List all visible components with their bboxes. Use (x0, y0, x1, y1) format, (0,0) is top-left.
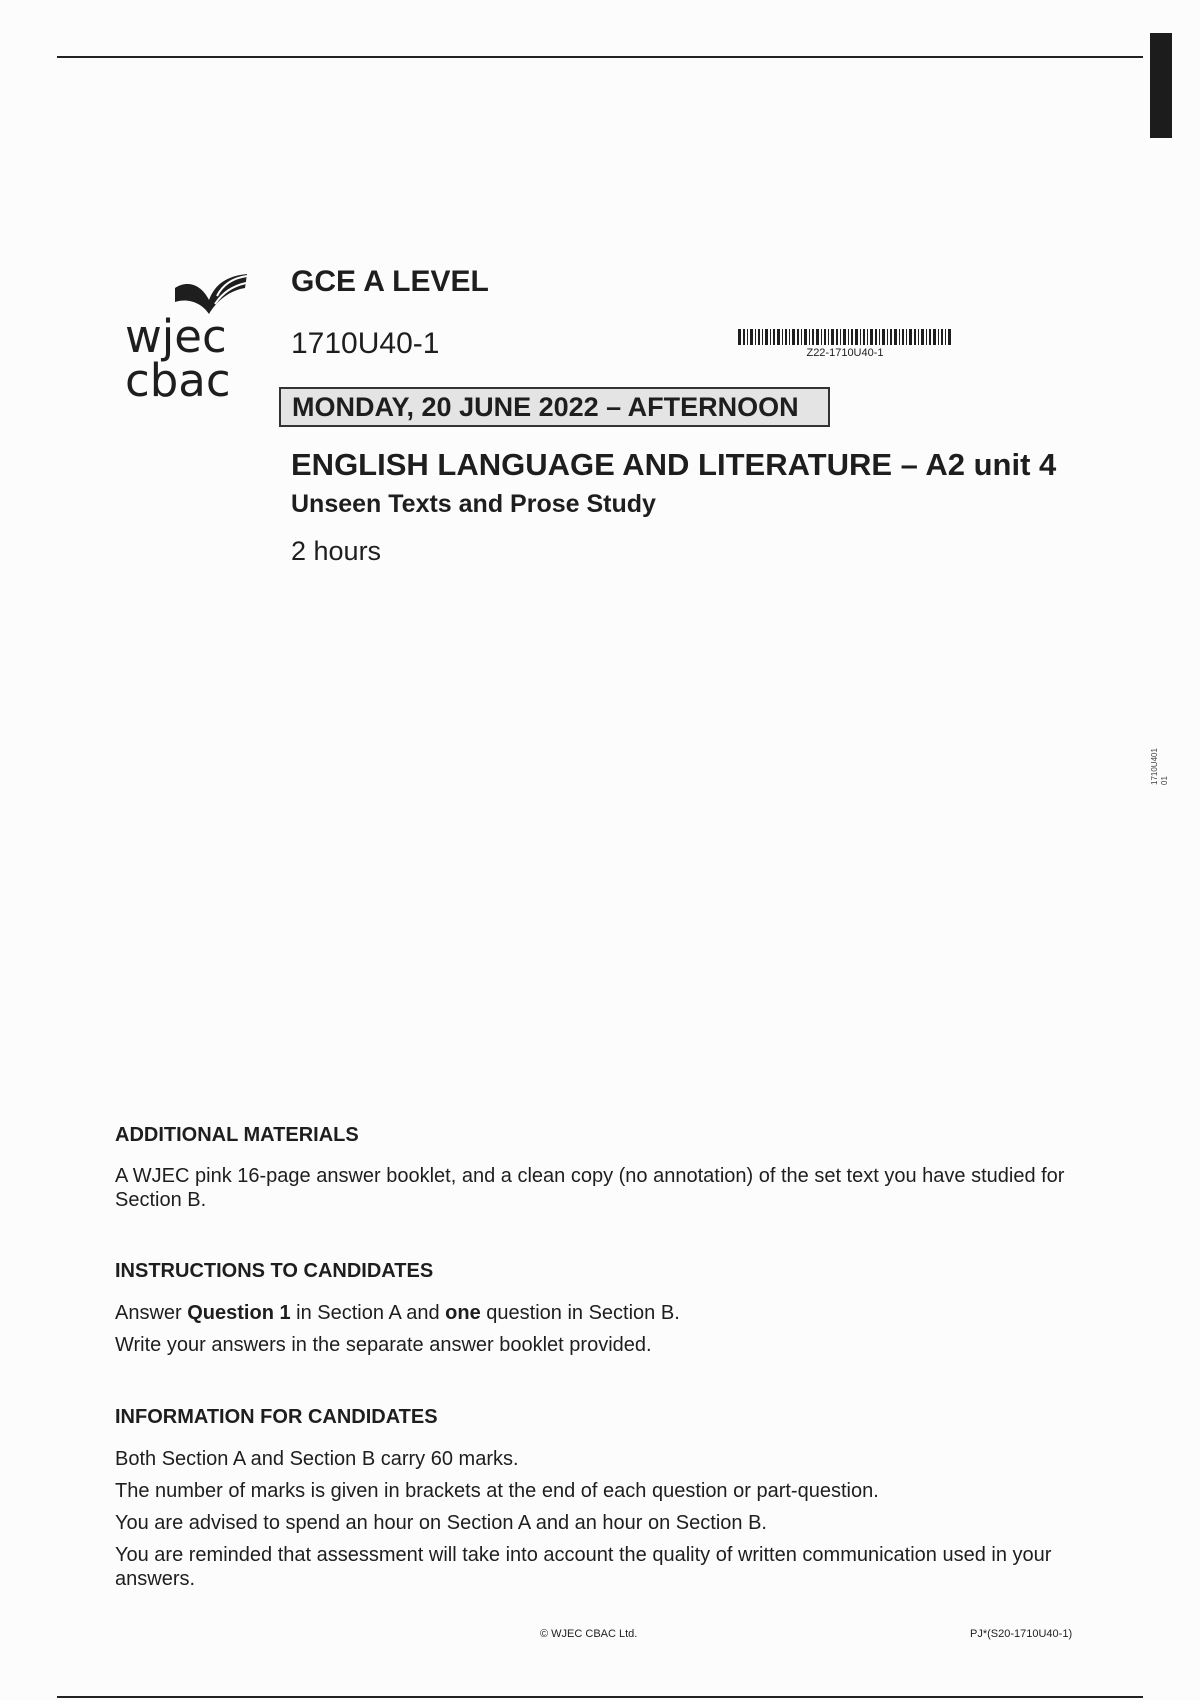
logo-wordmark-wjec: wjec (125, 310, 227, 363)
footer-copyright: © WJEC CBAC Ltd. (540, 1628, 638, 1640)
exam-duration: 2 hours (291, 536, 382, 566)
barcode-caption: Z22-1710U40-1 (806, 347, 884, 359)
instructions-line-2: Write your answers in the separate answer booklet provided. (115, 1334, 652, 1356)
additional-materials-heading: ADDITIONAL MATERIALS (115, 1124, 359, 1146)
component-title: Unseen Texts and Prose Study (291, 490, 656, 518)
question-1-emphasis: Question 1 (187, 1302, 291, 1324)
side-code-line-1: 1710U401 (1150, 748, 1159, 785)
information-line-4: You are reminded that assessment will take into account the quality of written communication used in your answers. (115, 1544, 1052, 1590)
additional-materials-text: A WJEC pink 16-page answer booklet, and a clean copy (no annotation) of the set text you have studied for Section B. (115, 1165, 1065, 1211)
instructions-line-1-middle: in Section A and (290, 1302, 446, 1324)
bottom-rule (57, 1696, 1143, 1698)
one-emphasis: one (445, 1302, 481, 1324)
instructions-heading: INSTRUCTIONS TO CANDIDATES (115, 1260, 434, 1282)
qualification-level: GCE A LEVEL (291, 265, 489, 298)
edge-registration-mark (1150, 33, 1172, 138)
exam-date: MONDAY, 20 JUNE 2022 – AFTERNOON (279, 387, 830, 427)
information-heading: INFORMATION FOR CANDIDATES (115, 1406, 438, 1428)
instructions-line-1 (115, 1301, 1090, 1325)
subject-title: ENGLISH LANGUAGE AND LITERATURE – A2 unit 4 (291, 447, 1057, 482)
wjec-cbac-logo (125, 270, 255, 405)
instructions-line-1-end: question in Section B. (480, 1302, 680, 1324)
top-rule (57, 56, 1143, 58)
paper-code: 1710U40-1 (291, 327, 440, 360)
side-margin-code (1150, 748, 1170, 785)
logo-wordmark-cbac: cbac (125, 354, 231, 407)
footer-reference: PJ*(S20-1710U40-1) (970, 1628, 1073, 1640)
information-line-1: Both Section A and Section B carry 60 marks. (115, 1448, 519, 1470)
side-code-line-2: 01 (1160, 776, 1169, 785)
information-line-3: You are advised to spend an hour on Section A and an hour on Section B. (115, 1512, 767, 1534)
information-line-2: The number of marks is given in brackets at the end of each question or part-question. (115, 1480, 879, 1502)
instructions-line-1-start: Answer (115, 1302, 188, 1324)
